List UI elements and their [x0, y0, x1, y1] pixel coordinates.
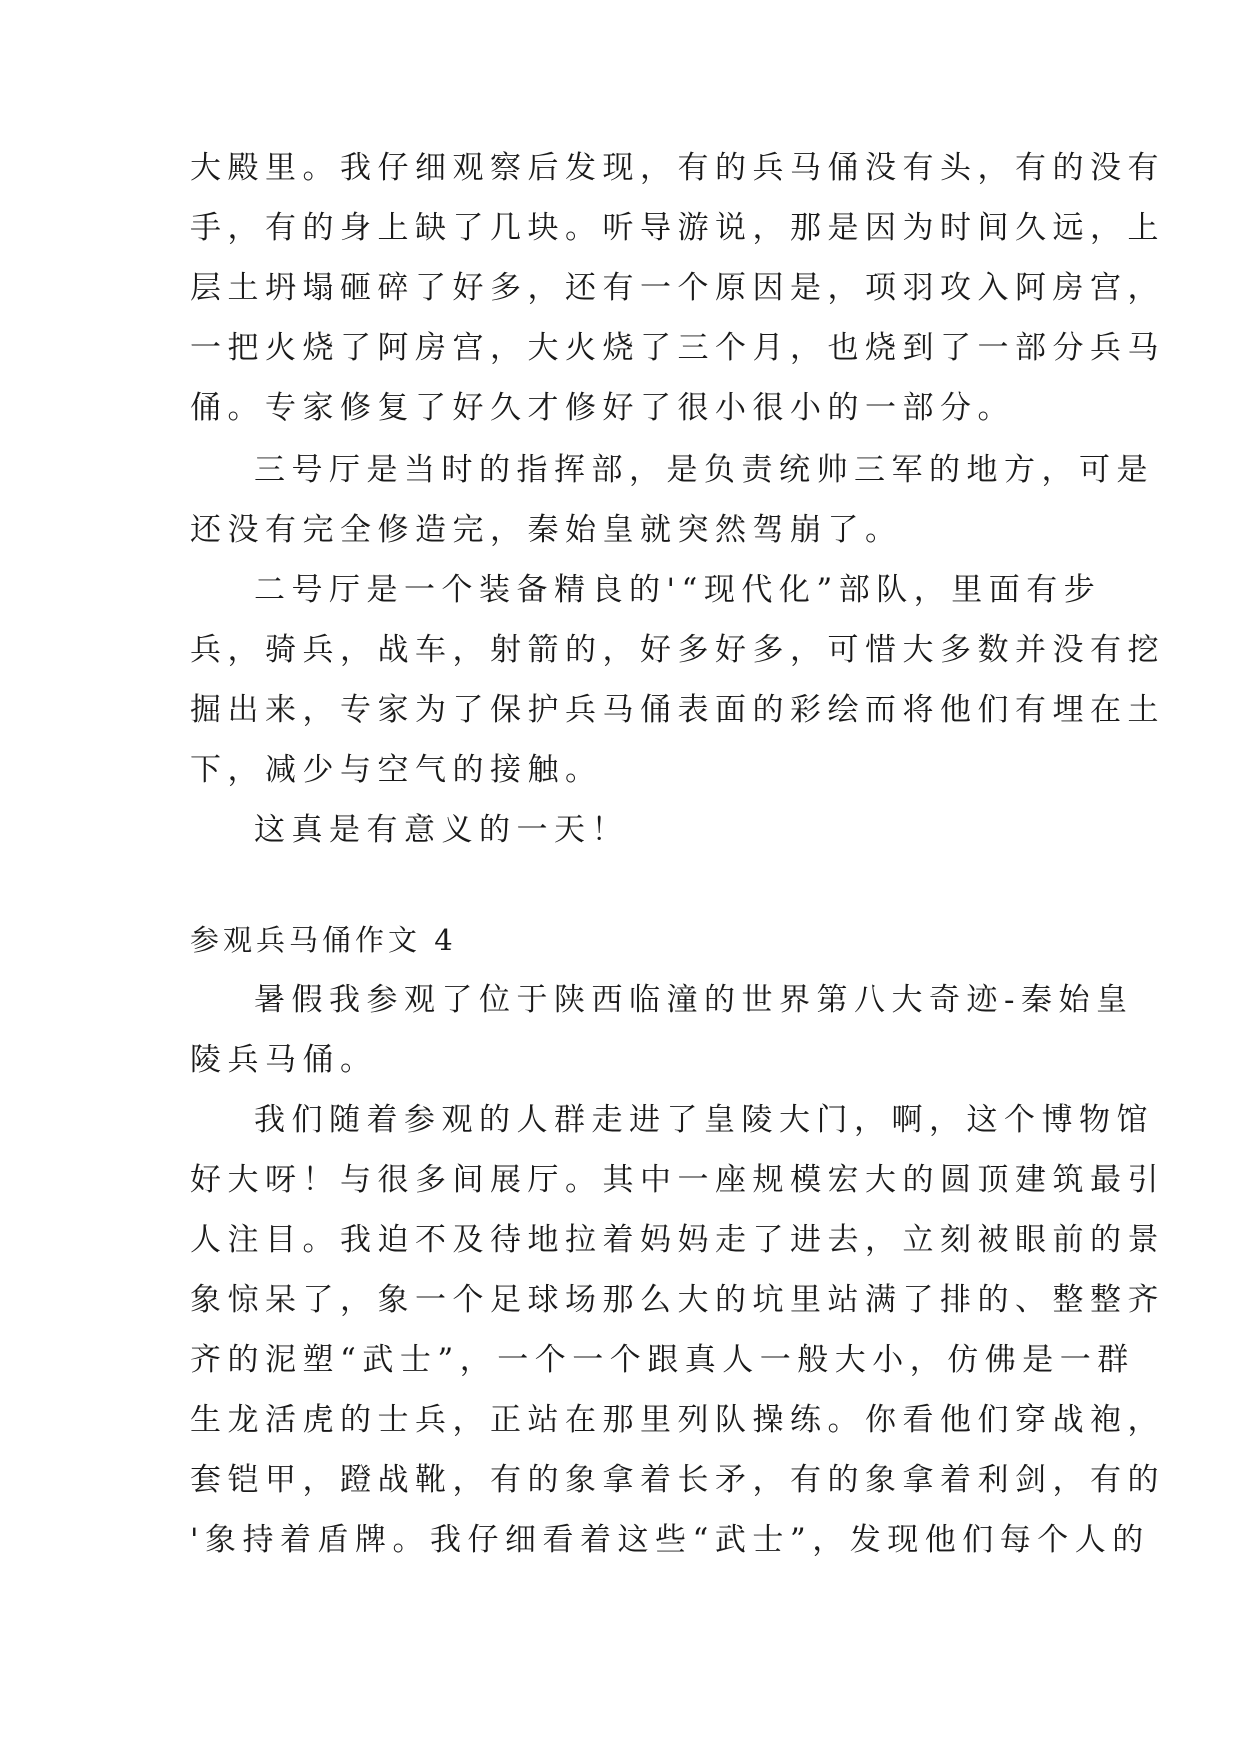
- text-line: 掘出来，专家为了保护兵马俑表面的彩绘而将他们有埋在土: [190, 692, 1165, 728]
- text-line: 好大呀！与很多间展厅。其中一座规模宏大的圆顶建筑最引: [190, 1162, 1165, 1198]
- text-line: 兵，骑兵，战车，射箭的，好多好多，可惜大多数并没有挖: [190, 632, 1165, 668]
- text-line: 齐的泥塑“武士”，一个一个跟真人一般大小，仿佛是一群: [190, 1342, 1135, 1378]
- text-line: 我们随着参观的人群走进了皇陵大门，啊，这个博物馆: [254, 1102, 1154, 1138]
- section-heading: 参观兵马俑作文 4: [190, 923, 457, 957]
- text-line: 二号厅是一个装备精良的'“现代化”部队，里面有步: [254, 572, 1102, 608]
- text-line: 暑假我参观了位于陕西临潼的世界第八大奇迹-秦始皇: [254, 982, 1134, 1018]
- text-line: '象持着盾牌。我仔细看着这些“武士”，发现他们每个人的: [190, 1522, 1150, 1558]
- text-line: 下，减少与空气的接触。: [190, 752, 603, 788]
- text-line: 这真是有意义的一天！: [254, 812, 629, 848]
- text-line: 象惊呆了，象一个足球场那么大的坑里站满了排的、整整齐: [190, 1282, 1165, 1318]
- text-line: 陵兵马俑。: [190, 1042, 378, 1078]
- text-line: 大殿里。我仔细观察后发现，有的兵马俑没有头，有的没有: [190, 150, 1165, 186]
- text-line: 还没有完全修造完，秦始皇就突然驾崩了。: [190, 512, 903, 548]
- text-line: 层土坍塌砸碎了好多，还有一个原因是，项羽攻入阿房宫，: [190, 270, 1165, 306]
- text-line: 套铠甲，蹬战靴，有的象拿着长矛，有的象拿着利剑，有的: [190, 1462, 1165, 1498]
- text-line: 生龙活虎的士兵，正站在那里列队操练。你看他们穿战袍，: [190, 1402, 1165, 1438]
- text-line: 俑。专家修复了好久才修好了很小很小的一部分。: [190, 390, 1015, 426]
- text-line: 手，有的身上缺了几块。听导游说，那是因为时间久远，上: [190, 210, 1165, 246]
- text-line: 一把火烧了阿房宫，大火烧了三个月，也烧到了一部分兵马: [190, 330, 1165, 366]
- text-line: 三号厅是当时的指挥部，是负责统帅三军的地方，可是: [254, 452, 1154, 488]
- text-line: 人注目。我迫不及待地拉着妈妈走了进去，立刻被眼前的景: [190, 1222, 1165, 1258]
